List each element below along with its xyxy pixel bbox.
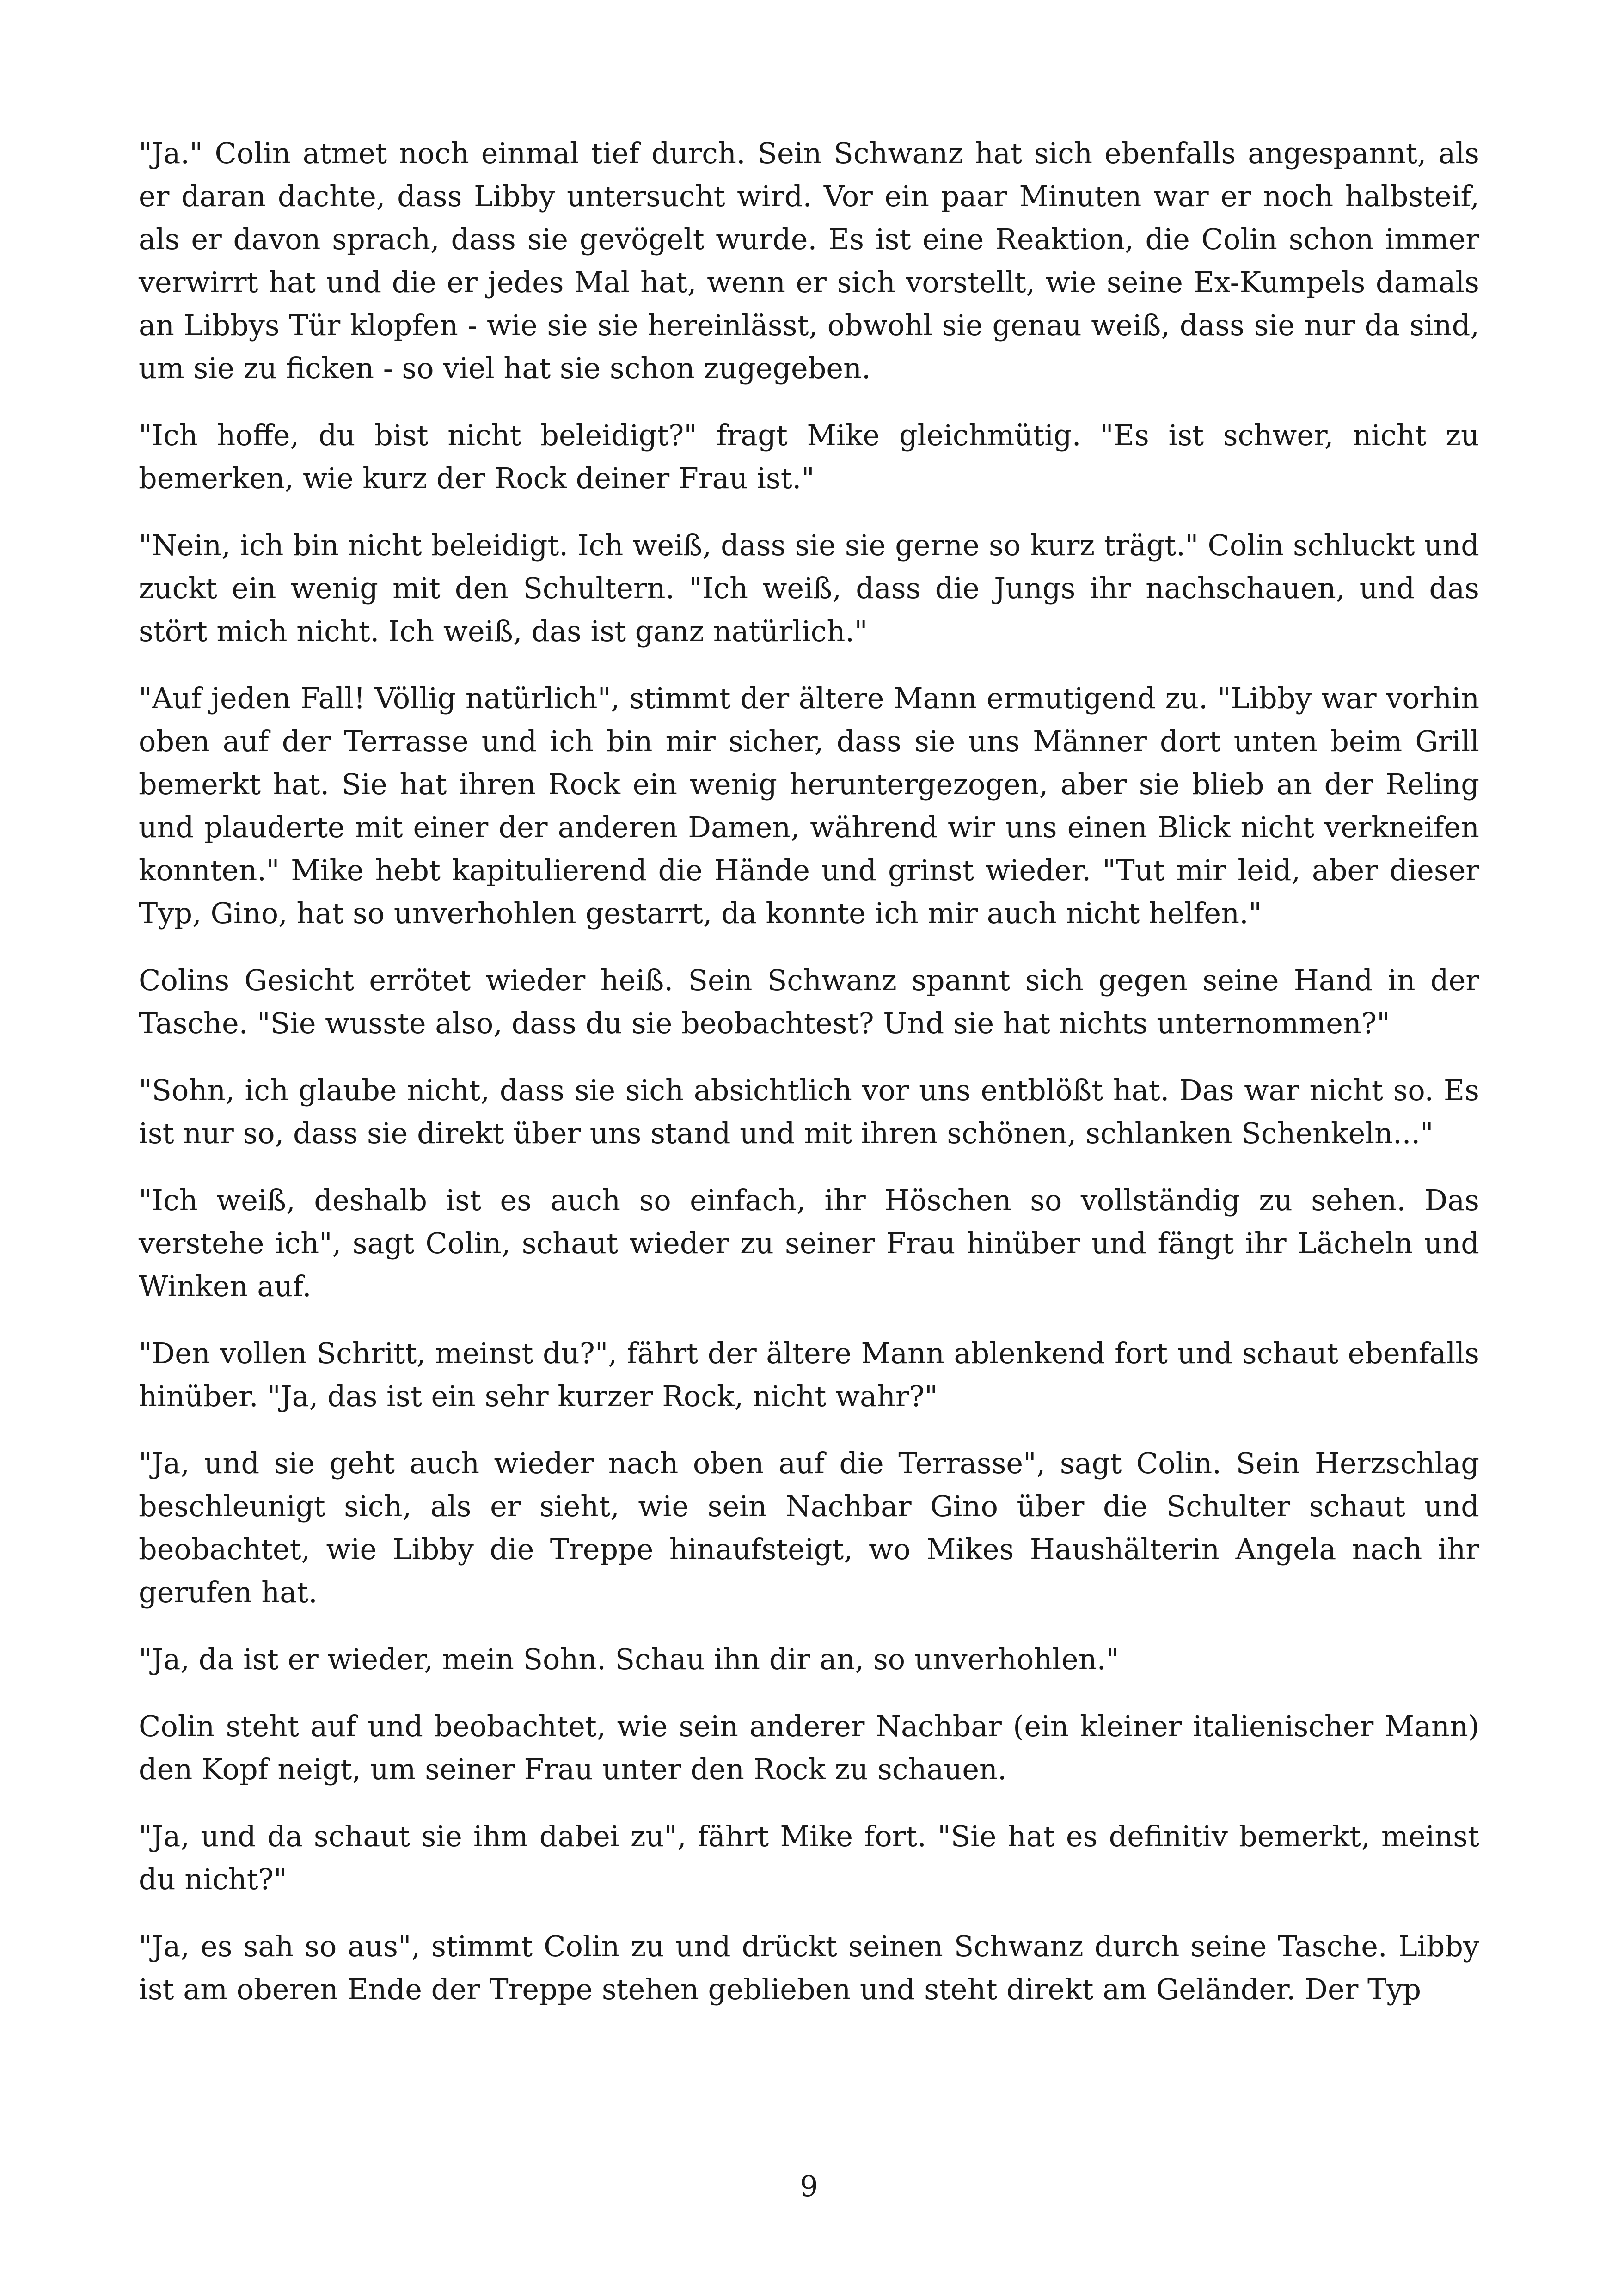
paragraph-7: "Ich weiß, deshalb ist es auch so einfach, ihr Höschen so vollständig zu sehen. Das verstehe ich", sagt Colin, schaut wieder zu seiner Frau hinüber und fängt ihr Lächeln und Winken auf. (139, 1183, 1479, 1303)
paragraph-10: "Ja, da ist er wieder, mein Sohn. Schau ihn dir an, so unverhohlen." (139, 1642, 1119, 1676)
paragraph-1: "Ja." Colin atmet noch einmal tief durch. Sein Schwanz hat sich ebenfalls angespannt, als er daran dachte, dass Libby untersucht wird. Vor ein paar Minuten war er noch halbsteif, als er davon sprach, dass sie gevögelt wurde. Es ist eine Reaktion, die Colin schon immer verwirrt hat und die er jedes Mal hat, wenn er sich vorstellt, wie seine Ex-Kumpels damals an Libbys Tür klopfen - wie sie sie hereinlässt, obwohl sie genau weiß, dass sie nur da sind, um sie zu ficken - so viel hat sie schon zugegeben. (139, 136, 1479, 385)
paragraph-9: "Ja, und sie geht auch wieder nach oben auf die Terrasse", sagt Colin. Sein Herzschlag beschleunigt sich, als er sieht, wie sein Nachbar Gino über die Schulter schaut und beobachtet, wie Libby die Treppe hinaufsteigt, wo Mikes Haushälterin Angela nach ihr gerufen hat. (139, 1446, 1479, 1609)
paragraph-8: "Den vollen Schritt, meinst du?", fährt der ältere Mann ablenkend fort und schaut ebenfalls hinüber. "Ja, das ist ein sehr kurzer Rock, nicht wahr?" (139, 1336, 1479, 1413)
paragraph-13: "Ja, es sah so aus", stimmt Colin zu und drückt seinen Schwanz durch seine Tasche. Libby ist am oberen Ende der Treppe stehen geblieben und steht direkt am Geländer. Der Typ (139, 1929, 1479, 2006)
paragraph-11: Colin steht auf und beobachtet, wie sein anderer Nachbar (ein kleiner italienischer Mann) den Kopf neigt, um seiner Frau unter den Rock zu schauen. (139, 1709, 1479, 1786)
page-number: 9 (800, 2169, 818, 2203)
body-text (139, 132, 1479, 2035)
paragraph-6: "Sohn, ich glaube nicht, dass sie sich absichtlich vor uns entblößt hat. Das war nicht so. Es ist nur so, dass sie direkt über uns stand und mit ihren schönen, schlanken Schenkeln..." (139, 1073, 1479, 1150)
paragraph-4: "Auf jeden Fall! Völlig natürlich", stimmt der ältere Mann ermutigend zu. "Libby war vorhin oben auf der Terrasse und ich bin mir sicher, dass sie uns Männer dort unten beim Grill bemerkt hat. Sie hat ihren Rock ein wenig heruntergezogen, aber sie blieb an der Reling und plauderte mit einer der anderen Damen, während wir uns einen Blick nicht verkneifen konnten." Mike hebt kapitulierend die Hände und grinst wieder. "Tut mir leid, aber dieser Typ, Gino, hat so unverhohlen gestarrt, da konnte ich mir auch nicht helfen." (139, 681, 1479, 930)
paragraph-12: "Ja, und da schaut sie ihm dabei zu", fährt Mike fort. "Sie hat es definitiv bemerkt, meinst du nicht?" (139, 1819, 1479, 1896)
paragraph-2: "Ich hoffe, du bist nicht beleidigt?" fragt Mike gleichmütig. "Es ist schwer, nicht zu bemerken, wie kurz der Rock deiner Frau ist." (139, 418, 1479, 495)
paragraph-3: "Nein, ich bin nicht beleidigt. Ich weiß, dass sie sie gerne so kurz trägt." Colin schluckt und zuckt ein wenig mit den Schultern. "Ich weiß, dass die Jungs ihr nachschauen, und das stört mich nicht. Ich weiß, das ist ganz natürlich." (139, 528, 1479, 648)
paragraph-5: Colins Gesicht errötet wieder heiß. Sein Schwanz spannt sich gegen seine Hand in der Tasche. "Sie wusste also, dass du sie beobachtest? Und sie hat nichts unternommen?" (139, 963, 1479, 1040)
